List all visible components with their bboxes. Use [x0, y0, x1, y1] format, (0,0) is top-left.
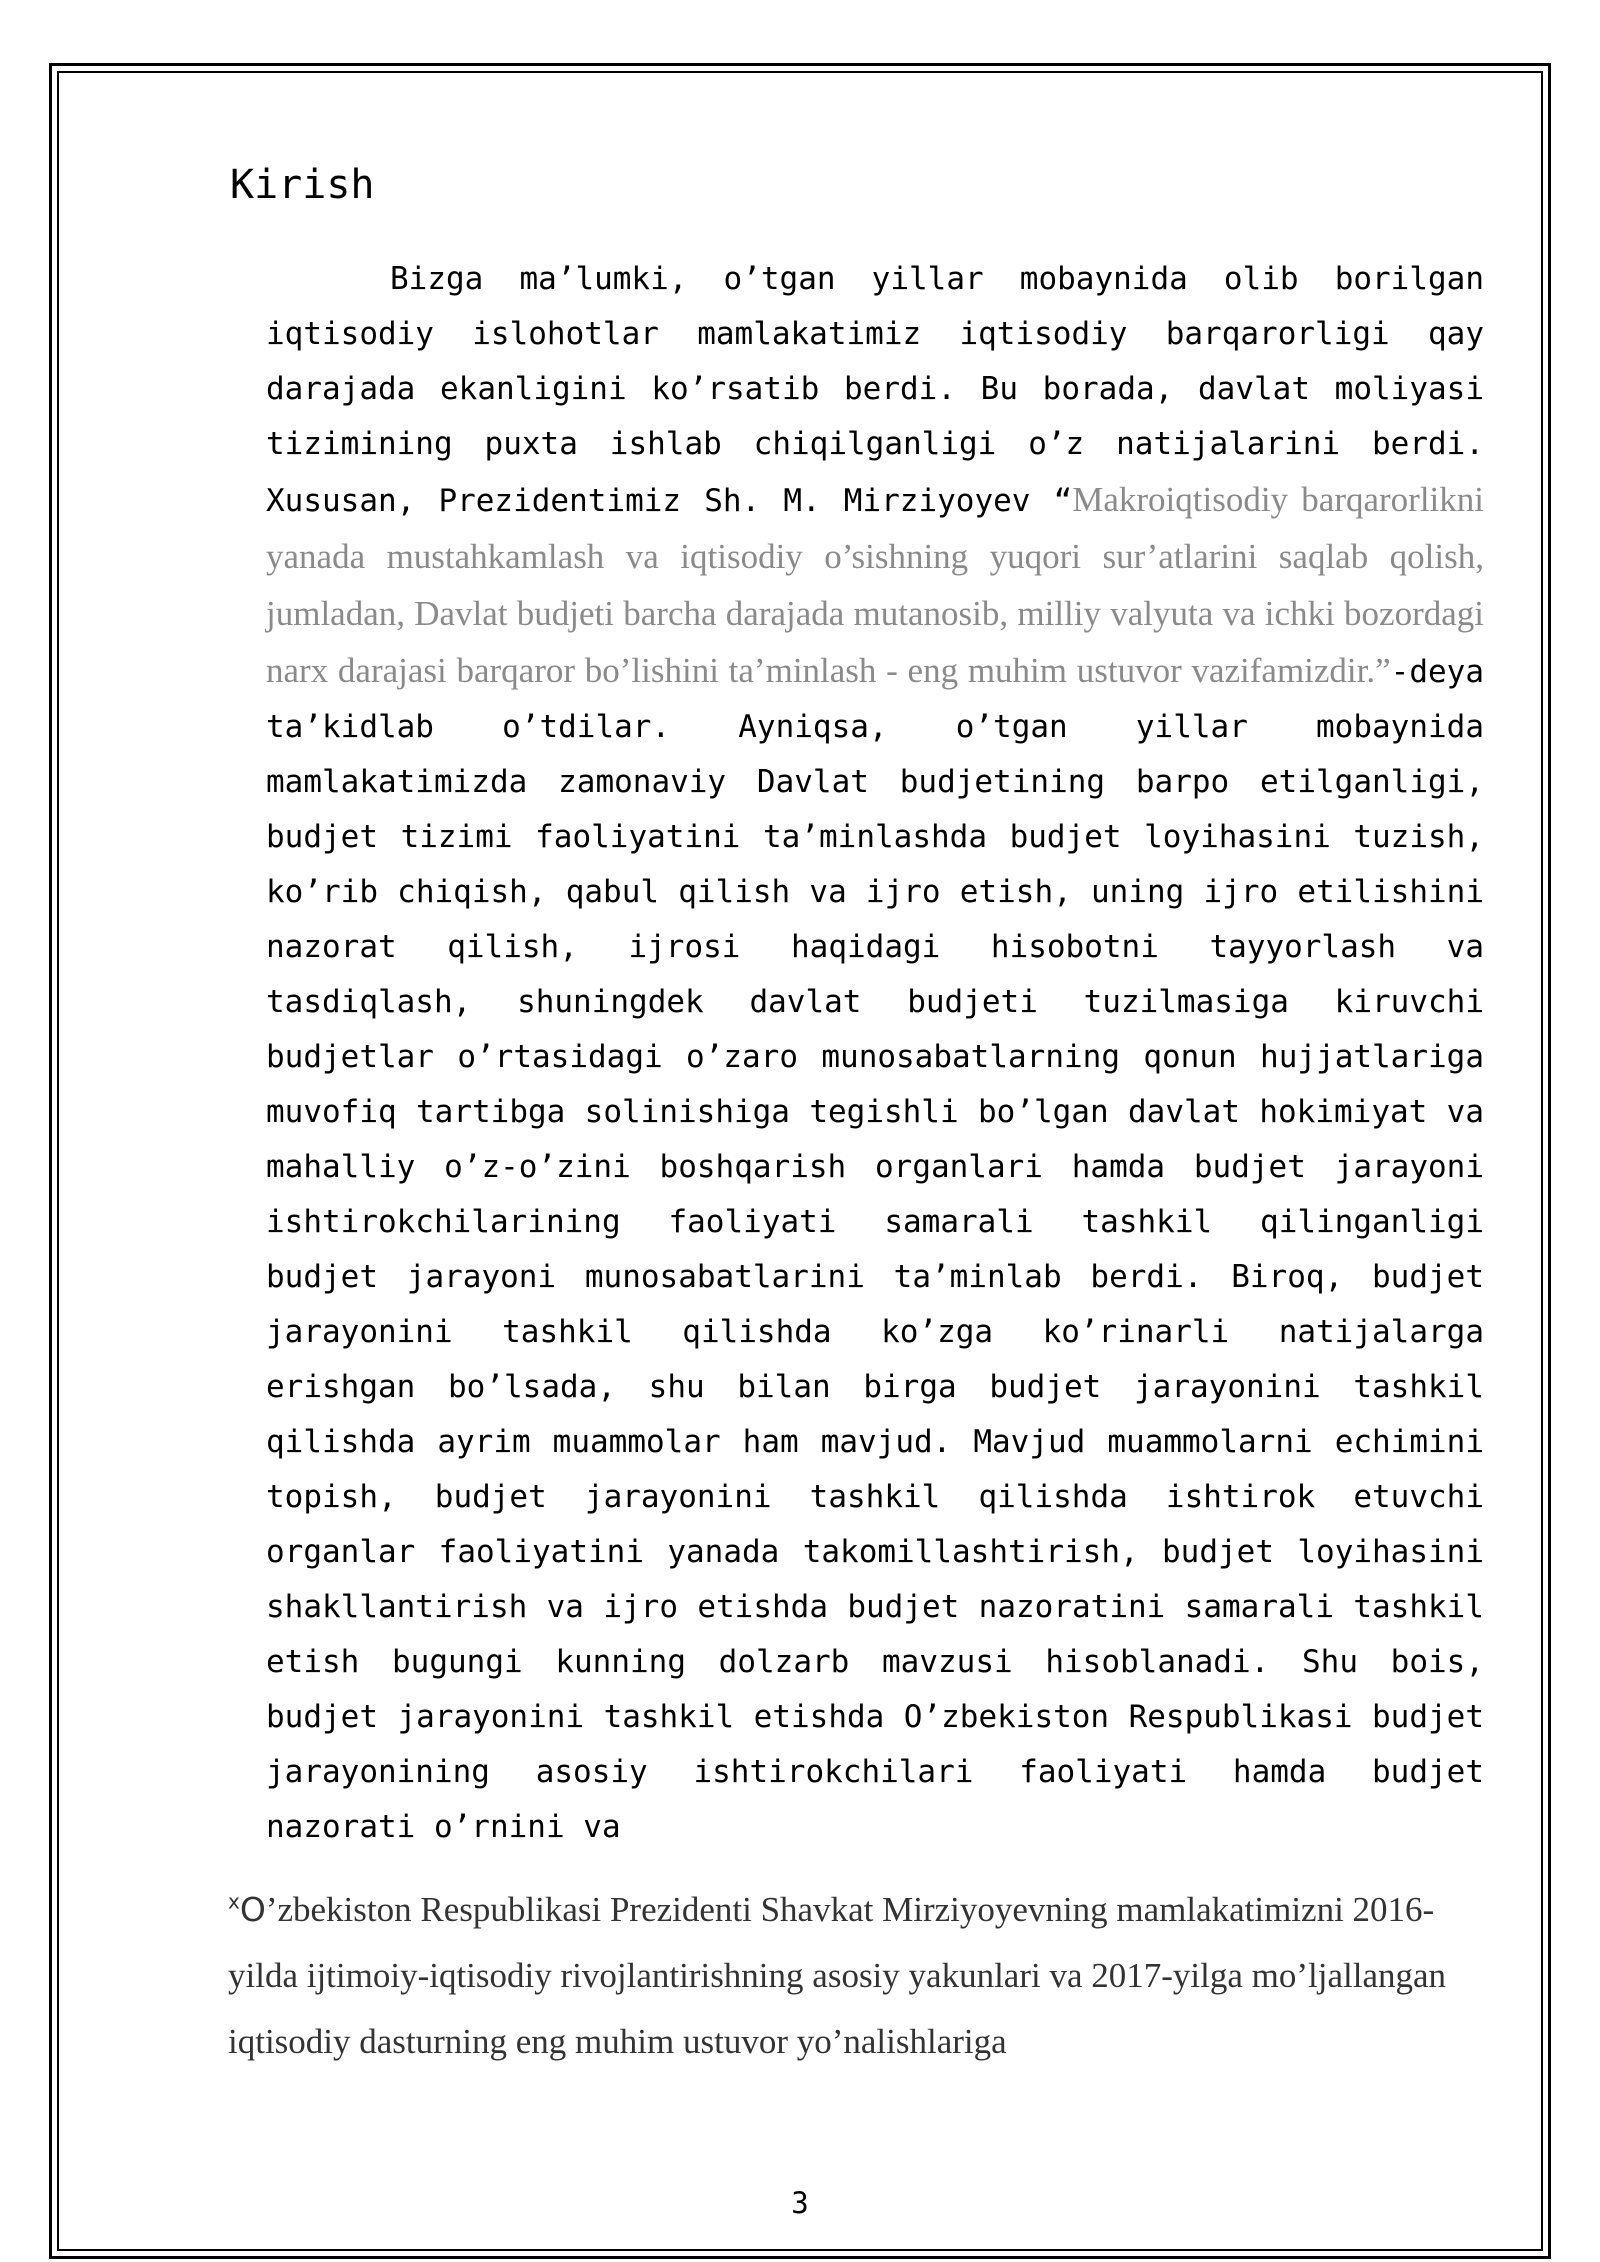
footnote-text: ’zbekiston Respublikasi Prezidenti Shavkat Mirziyoyevning mamlakatimizni 2016-yilda ijtimoiy-iqtisodiy rivojlantirishning asosiy yakunlari va 2017-yilga mo’ljallangan iqtisodiy dasturning eng muhim ustuvor yo’nalishlariga	[228, 1890, 1447, 2061]
footnote	[228, 1877, 1468, 2061]
body-text-intro: Bizga ma’lumki, o’tgan yillar mobaynida olib borilgan iqtisodiy islohotlar mamlakatimiz iqtisodiy barqarorligi qay darajada ekanligini ko’rsatib berdi. Bu borada, davlat moliyasi tizimining puxta ishlab chiqilganligi o’z natijalarini berdi. Xususan, Prezidentimiz Sh. M. Mirziyoyev “	[266, 261, 1484, 519]
president-quote: Makroiqtisodiy barqarorlikni yanada mustahkamlash va iqtisodiy o’sishning yuqori sur’atlarini saqlab qolish, jumladan, Davlat budjeti barcha darajada mutanosib, milliy valyuta va ichki bozordagi narx darajasi barqaror bo’lishini ta’minlash - eng muhim ustuvor vazifamizdir.”	[266, 480, 1484, 690]
body-paragraph	[266, 252, 1484, 1867]
footnote-marker: x	[228, 1889, 240, 1914]
body-text-continued: -deya ta’kidlab o’tdilar. Ayniqsa, o’tgan yillar mobaynida mamlakatimizda zamonaviy Davlat budjetining barpo etilganligi, budjet tizimi faoliyatini ta’minlashda budjet loyihasini tuzish, ko’rib chiqish, qabul qilish va ijro etish, uning ijro etilishini nazorat qilish, ijrosi haqidagi hisobotni tayyorlash va tasdiqlash, shuningdek davlat budjeti tuzilmasiga kiruvchi budjetlar o’rtasidagi o’zaro munosabatlarning qonun hujjatlariga muvofiq tartibga solinishiga tegishli bo’lgan davlat hokimiyat va mahalliy o’z-o’zini boshqarish organlari hamda budjet jarayoni ishtirokchilarining faoliyati samarali tashkil qilinganligi budjet jarayoni munosabatlarini ta’minlab berdi. Biroq, budjet jarayonini tashkil qilishda ko’zga ko’rinarli natijalarga erishgan bo’lsada, shu bilan birga budjet jarayonini tashkil qilishda ayrim muammolar ham mavjud. Mavjud muammolarni echimini topish, budjet jarayonini tashkil qilishda ishtirok etuvchi organlar faoliyatini yanada takomillashtirish, budjet loyihasini shakllantirish va ijro etishda budjet nazoratini samarali tashkil etish bugungi kunning dolzarb mavzusi hisoblanadi. Shu bois, budjet jarayonini tashkil etishda O’zbekiston Respublikasi budjet jarayonining asosiy ishtirokchilari faoliyati hamda budjet nazorati o’rnini va	[266, 654, 1484, 1845]
section-heading: Kirish	[230, 162, 375, 208]
page-number: 3	[791, 2186, 809, 2220]
footnote-lead-letter: O	[239, 1890, 266, 1929]
